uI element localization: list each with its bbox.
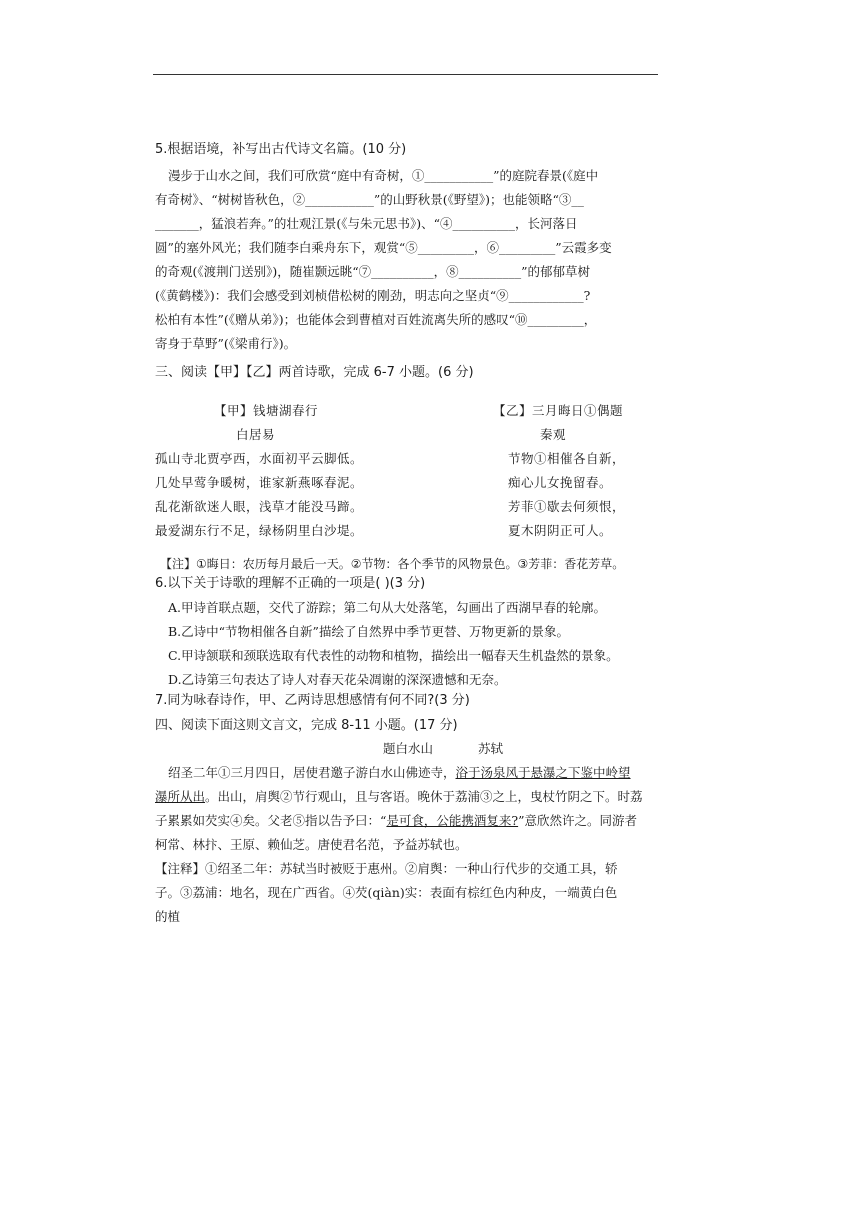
- q5-line: (《黄鹤楼》)：我们会感受到刘桢借松树的刚劲，明志向之坚贞“⑨____________?: [155, 288, 591, 303]
- poem-a-line: 孤山寺北贾亭西，水面初平云脚低。: [155, 451, 364, 466]
- poem-a-title: 【甲】钱塘湖春行: [214, 403, 319, 418]
- text-run: 柯常、林抃、王原、赖仙芝。唐使君名范，予益苏轼也。: [155, 837, 468, 852]
- q6-option-c: C.甲诗颔联和颈联选取有代表性的动物和植物，描绘出一幅春天生机盎然的景象。: [168, 648, 619, 663]
- poem-b-line: 芳菲①歇去何须恨，: [508, 499, 626, 514]
- poem-a-line: 几处早莺争暖树，谁家新燕啄春泥。: [155, 475, 364, 490]
- q5-line: 圆”的塞外风光；我们随李白乘舟东下，观赏“⑤_________，⑥_________”云霞多变: [155, 240, 612, 255]
- q6-option-a: A.甲诗首联点题，交代了游踪；第二句从大处落笔，勾画出了西湖早春的轮廓。: [168, 600, 607, 615]
- poem-note: 【注】①晦日：农历每月最后一天。②节物：各个季节的风物景色。③芳菲：香花芳草。: [160, 557, 625, 571]
- poem-a-line: 最爱湖东行不足，绿杨阴里白沙堤。: [155, 523, 364, 538]
- question-7-title: 7.同为咏春诗作，甲、乙两诗思想感情有何不同?(3 分): [155, 693, 470, 708]
- poem-b-title: 【乙】三月晦日①偶题: [493, 403, 624, 418]
- q5-line: 松柏有本性”(《赠从弟》)；也能体会到曹植对百姓流离失所的感叹“⑩_________，: [155, 312, 597, 327]
- article-note: 子。③荔浦：地名，现在广西省。④芡(qiàn)实：表面有棕红色内种皮，一端黄白色: [155, 885, 618, 900]
- text-run: 绍圣二年①三月四日，居使君邀子游白水山佛迹寺，: [168, 765, 456, 780]
- article-line: [168, 765, 631, 781]
- article-title: 题白水山: [383, 741, 434, 756]
- question-5-title: 5.根据语境，补写出古代诗文名篇。(10 分): [155, 142, 407, 157]
- poem-b-line: 痴心儿女挽留春。: [508, 475, 613, 490]
- top-rule: [153, 74, 658, 75]
- text-run: 。出山，肩舆②节行观山，且与客语。晚休于荔浦③之上，曳杖竹阴之下。时荔: [205, 789, 643, 804]
- article-line: [155, 837, 468, 853]
- section-4-title: 四、阅读下面这则文言文，完成 8-11 小题。(17 分): [155, 718, 458, 733]
- q5-line: 漫步于山水之间，我们可欣赏“庭中有奇树，①___________”的庭院春景(《庭中: [168, 168, 599, 183]
- article-note: 的植: [155, 909, 181, 924]
- poem-b-line: 夏木阴阴正可人。: [508, 523, 613, 538]
- article-note: 【注释】①绍圣二年：苏轼当时被贬于惠州。②肩舆：一种山行代步的交通工具，轿: [155, 861, 618, 876]
- q6-option-b: B.乙诗中“节物相催各自新”描绘了自然界中季节更替、万物更新的景象。: [168, 624, 569, 639]
- article-line: [155, 813, 637, 829]
- article-line: [155, 789, 643, 805]
- q5-line: 的奇观(《渡荆门送别》)，随崔颢远眺“⑦__________，⑧__________”的郁郁草树: [155, 264, 591, 279]
- underlined-sentence: 浴于汤泉风于悬瀑之下鉴中岭望: [455, 765, 631, 780]
- underlined-sentence: 瀑所从出: [155, 789, 206, 804]
- question-6-title: 6.以下关于诗歌的理解不正确的一项是( )(3 分): [155, 576, 426, 591]
- section-3-title: 三、阅读【甲】【乙】两首诗歌，完成 6-7 小题。(6 分): [155, 365, 474, 380]
- q5-line: _______，猛浪若奔。”的壮观江景(《与朱元思书》)、“④__________，长河落日: [155, 216, 578, 231]
- text-run: 子累累如芡实④矣。父老⑤指以告予曰：“: [155, 813, 387, 828]
- q5-line: 寄身于草野”(《梁甫行》)。: [155, 336, 297, 351]
- text-run: ”意欣然许之。同游者: [518, 813, 638, 828]
- poem-b-line: 节物①相催各自新，: [508, 451, 626, 466]
- underlined-sentence: 是可食，公能携酒复来?: [386, 813, 519, 828]
- q5-line: 有奇树》、“树树皆秋色，②___________”的山野秋景(《野望》)；也能领略“③__: [155, 192, 584, 207]
- poem-a-line: 乱花渐欲迷人眼，浅草才能没马蹄。: [155, 499, 364, 514]
- q6-option-d: D.乙诗第三句表达了诗人对春天花朵凋谢的深深遗憾和无奈。: [168, 672, 507, 687]
- poem-b-author: 秦观: [540, 427, 567, 442]
- poem-a-author: 白居易: [236, 427, 276, 442]
- article-author: 苏轼: [478, 741, 504, 756]
